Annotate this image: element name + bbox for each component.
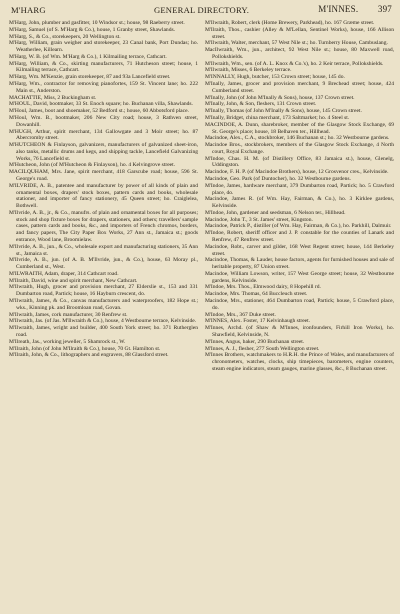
directory-entry: M'Indoe, Chas. H. M. (of Distillery Office, 83 Jamaica st.), house, Glenelg, Uddingston. (205, 155, 394, 169)
directory-entry: MACILQUHAM, Mrs. Jane, spirit merchant, 418 Garscube road; house, 596 St. George's road. (9, 169, 198, 182)
directory-entry: M'HUGH, Arthur, spirit merchant, 134 Gallowgate and 3 Moir street; ho. 87 Abercromby street. (9, 128, 198, 142)
directory-entry: M'Ilvride, A. B., jun., & Co., wholesale export and manufacturing stationers, 35 Ann st., Jamaica st. (9, 243, 198, 257)
directory-entry: M'Harg, Wm., contractor for removing pianofortes, 159 St. Vincent lane; ho. 222 Main st., Anderston. (9, 81, 198, 94)
directory-entry: M'HOUL, David, bootmaker, 33 St. Enoch square; ho. Buchanan villa, Shawlands. (9, 101, 193, 108)
directory-entry: MACINDOE, A. Dunn, sharebroker, member of the Glasgow Stock Exchange, 69 St. George's place; house, 18 Belhaven ter., Hillhead. (205, 121, 394, 135)
directory-entry: M'Harg, Samuel (of S. M'Harg & Co.), house, 1 Granby street, Shawlands. (9, 26, 176, 33)
directory-entry: M'Harg, William, & Co., skirting manufacturers, 71 Hutcheson street; house, 1 Kilmailing terrace, Cathcart. (9, 60, 198, 74)
directory-entry: Macindoe, John T., 3 St. James' street, Kingston. (205, 216, 313, 223)
directory-entry: M'HUTCHEON & Finlayson, galvanizers, manufacturers of galvanized sheet-iron, also tanks, metallic drums and kegs, and shipping tackle, Lancefield Galvanizing Works, 76 Lancefield st. (9, 142, 198, 162)
left-column (9, 20, 198, 614)
directory-entry: M'Harg, John, plumber and gasfitter, 10 Windsor st.; house, 98 Raeberry street. (9, 20, 185, 26)
directory-entry: M'Ilreath, Jas., working jeweller, 5 Shamrock st., W. (9, 338, 126, 345)
directory-entry: M'Harg, William, grain weigher and storekeeper, 23 Canal bank, Port Dundas; ho. Weatherlee, Killearn. (9, 40, 198, 54)
header-left: M'HARG (11, 5, 46, 15)
directory-entry: M'Indoe, James, hardware merchant, 379 Dumbarton road, Partick; ho. 5 Crawford place, do. (205, 182, 394, 196)
directory-entry: M'Ilwraith, James, wright and builder, 400 South York street; ho. 371 Rutherglen road. (9, 325, 198, 338)
directory-entry: M'Innes Brothers, watchmakers to H.R.H. the Prince of Wales, and manufacturers of chronometers, watches, clocks, ship timepieces, barometers, engine counters, steam engine indicators, steam gauges, marine glasses, &c., 8 Buchanan street. (205, 352, 394, 372)
directory-entry: MACHATTIE, Miss, 2 Buckingham st. (9, 94, 97, 101)
directory-entry: M'Ilwraith, James, & Co., canvas manufacturers and waterproofers, 182 Hope st.; wks., Kinning pk. and Broomloan road, Govan. (9, 298, 198, 311)
directory-entry: M'ILVRIDE, A. B., patentee and manufacturer by power of all kinds of plain and ornamental boxes, drapers' stock boxes, pattern cards and books, wholesale stationer, and importer of fancy stationery, 45 Queen street; ho. Craiglelea, Bothwell. (9, 182, 198, 210)
directory-entry: M'Ilwraith, Walter, merchant, 57 West Nile st.; ho. Turnberry House, Cambuslang. (205, 40, 388, 47)
directory-entry: M'Inally, Bridget, china merchant, 173 Saltmarket; ho. 4 Steel st. (205, 114, 350, 121)
directory-entry: M'Innes, Angus, baker, 290 Buchanan street. (205, 338, 305, 345)
directory-entry: M'ILWRAITH, Adam, draper, 314 Cathcart road. (9, 270, 119, 277)
directory-entry: M'Ilraith, John (of John M'Ilraith & Co.), house, 70 Gt. Hamilton st. (9, 345, 161, 352)
directory-entry: Macindoe, William Lowson, writer, 157 West George street; house, 32 Westbourne gardens, Kelvinside. (205, 270, 394, 284)
directory-entry: M'Indoe, Robert, sheriff officer and J. P. constable for the counties of Lanark and Renfrew, 47 Renfrew street. (205, 230, 394, 243)
directory-entry: M'Innes, Archd. (of Shaw & M'Innes, ironfounders, Firhill Iron Works), ho. Shawfield, Kelvinside, N. (205, 325, 394, 338)
header-title: GENERAL DIRECTORY. (153, 5, 250, 15)
directory-entry: Macindoe, Geo. Park (of Duntocher), ho. 32 Westbourne gardens. (205, 175, 351, 182)
directory-entry: M'Inally, James, grocer and provision merchant, 9 Brechead street; house, 424 Cumberland street. (205, 81, 394, 94)
directory-entry: M'Harg, S., & Co., storekeepers, 20 Wellington st. (9, 33, 121, 40)
directory-columns (9, 20, 394, 614)
directory-entry: M'Ilwraith, James, cork manufacturer, 30 Renfrew st. (9, 311, 128, 318)
directory-entry: M'Hutcheon, John (of M'Hutcheon & Finlayson), ho. 4 Kelvingrove street. (9, 162, 176, 169)
directory-entry: M'Ilwraith, Misses, 6 Berkeley terrace. (205, 67, 292, 74)
directory-entry: M'Indoe, Mrs. Thos., Elmwood dairy, 8 Hopehill rd. (205, 284, 321, 291)
directory-entry: Macindoe Bros., stockbrokers, members of the Glasgow Stock Exchange, 4 North court, Royal Exchange. (205, 142, 394, 155)
page-header (9, 4, 394, 17)
header-right-name: M'INNES. (318, 4, 359, 14)
directory-entry: M'Ilwraith, Jas. (of Jas. M'Ilwraith & Co.), house, 4 Westbourne terrace, Kelvinside. (9, 318, 197, 325)
directory-entry: M'INNALLY, Hugh, butcher, 153 Crown street; house, 145 do. (205, 74, 345, 81)
directory-entry: M'Ilraith, David, wine and spirit merchant, New Cathcart. (9, 277, 138, 284)
directory-entry: M'Houl, Wm. B., bootmaker, 206 New City road; house, 3 Rathven street, Dowanhill. (9, 114, 198, 128)
directory-entry: Macindoe, F. H. P. (of Macindoe Brothers), house, 12 Grosvenor cres., Kelvinside. (205, 169, 389, 176)
directory-entry: M'Ilwraith, Wm., sen. (of A. L. Knox & Co.'s), ho. 2 Keir terrace, Pollokshields. (205, 60, 384, 67)
header-right (318, 4, 392, 14)
directory-entry: M'Inally, John, & Son, fleshers, 131 Crown street. (205, 101, 317, 108)
page-number: 397 (377, 4, 392, 14)
directory-entry: M'Ilraith, Thos., cashier (Alley & M'Lellan, Sentinel Works), house, 166 Allison street. (205, 26, 394, 40)
directory-entry: M'Inally, John (of John M'Inally & Sons), house, 137 Crown street. (205, 94, 355, 101)
directory-entry: M'Ilraith, John, & Co., lithographers and engravers, 88 Glassford street. (9, 352, 169, 359)
directory-entry: Macindoe, Robt., carver and gilder, 168 West Regent street; house, 144 Berkeley street. (205, 243, 394, 257)
directory-entry: M'Harg, Wm. M'Kenzie, grain storekeeper, 87 and 93a Lancefield street. (9, 74, 171, 81)
directory-entry: M'Ilwraith, Robert, clerk (Home Brewery, Parkhead), ho. 167 Græme street. (205, 20, 375, 26)
directory-entry: M'Indoe, John, gardener and seedsman, 6 Nelson ter., Hillhead. (205, 209, 346, 216)
directory-entry: Macindoe, Patrick P., distiller (of Wm. Hay, Fairman, & Co.), ho. Parkhill, Dalmuir. (205, 223, 392, 230)
directory-entry: M'Innes, A. J., flesher, 277 South Wellington street. (205, 345, 320, 352)
right-column (205, 20, 394, 614)
directory-entry: Macindoe, Mrs. Thomas, 64 Buccleuch street. (205, 291, 308, 298)
directory-entry: Macindoe, Alex., C.A., stockbroker, 146 Buchanan st.; ho. 32 Westbourne gardens. (205, 135, 390, 142)
directory-entry: M'Harg, W. B. (of Wm. M'Harg & Co.), 1 Kilmailing terrace, Cathcart. (9, 53, 167, 60)
directory-entry: Macindoe, Mrs., stationer, 464 Dumbarton road, Partick; house, 5 Crawford place, do. (205, 298, 394, 311)
directory-entry: M'Ilvride, A. B., jr., & Co., manufrs. of plain and ornamental boxes for all purposes; stock and shop fixture boxes for drapers, stationers, and others; travellers' sample cases, pattern cards and books, &c., and importers of French chromos, borders, and fancy papers, The City Paper Box Works, 27 Ann st., Jamaica st.; goods entrance, Wood lane, Broomielaw. (9, 209, 198, 243)
directory-entry: M'Indoe, Mrs., 367 Duke street. (205, 311, 276, 318)
directory-entry: M'Houl, James, boot and shoemaker, 52 Bedford st.; house, 60 Abbotsford place. (9, 108, 189, 115)
directory-entry: MacIlwraith, Wm., jun., architect, 92 West Nile st.; house, 80 Maxwell road, Pollokshields. (205, 47, 394, 60)
directory-entry: M'Inally, Thomas (of John M'Inally & Sons), house, 145 Crown street. (205, 108, 362, 115)
directory-entry: M'Ilvride, A. B., jun. (of A. B. M'Ilvride, jun., & Co.), house, 63 Moray pl., Cumberland st., West. (9, 257, 198, 271)
directory-entry: M'Ilwraith, Hugh, grocer and provision merchant, 27 Elderslie st., 153 and 331 Dumbarton road, Partick; house, 16 Hayburn crescent, do. (9, 284, 198, 298)
directory-entry: Macindoe, Thomas, & Lauder, house factors, agents for furnished houses and sale of heritable property, 87 Union street. (205, 257, 394, 271)
directory-entry: M'INNES, Alex. Foster, 17 Kelvinhaugh street. (205, 318, 311, 325)
directory-entry: Macindoe, James R. (of Wm. Hay, Fairman, & Co.), ho. 3 Kirklee gardens, Kelvinside. (205, 196, 394, 210)
